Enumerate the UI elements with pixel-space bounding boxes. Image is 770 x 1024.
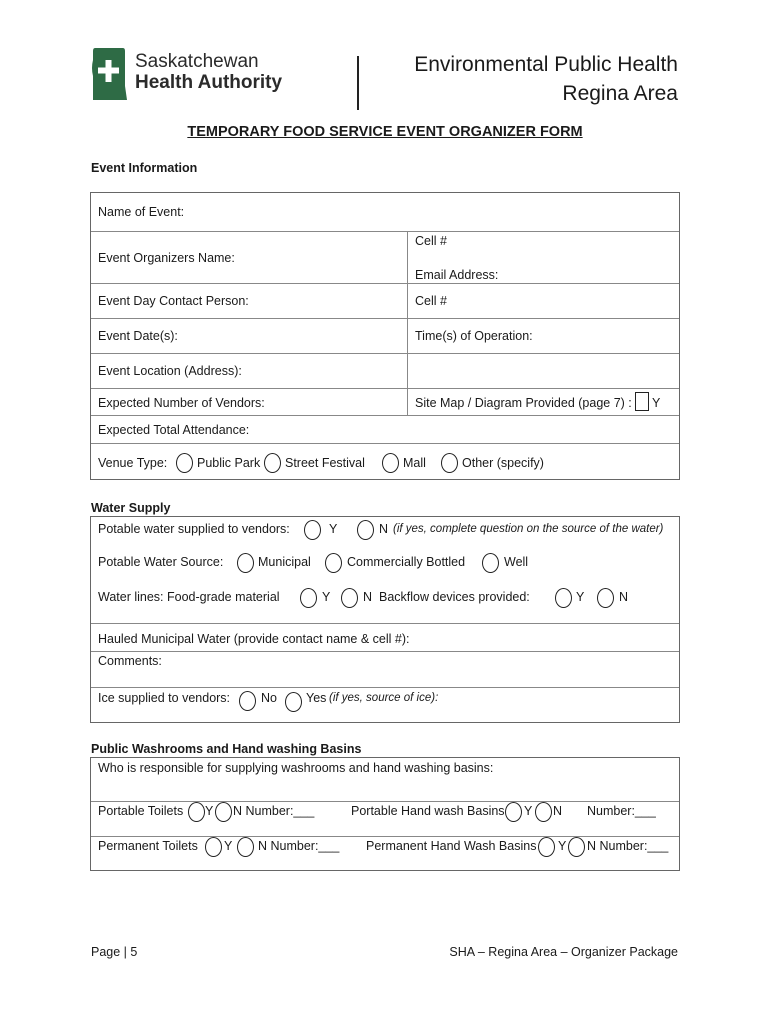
- portable-basins-number: Number:___: [587, 804, 656, 818]
- row-who-responsible[interactable]: [91, 758, 679, 801]
- portable-basins-y: Y: [524, 804, 533, 818]
- label-permanent-basins: Permanent Hand Wash Basins: [366, 839, 537, 853]
- venue-street-festival-radio[interactable]: [264, 453, 281, 473]
- lines-yes-radio[interactable]: [300, 588, 317, 608]
- label-who-responsible: Who is responsible for supplying washrooms and hand washing basins:: [98, 761, 494, 775]
- potable-yes-radio[interactable]: [304, 520, 321, 540]
- venue-other-label: Other (specify): [462, 456, 544, 470]
- potable-no-radio[interactable]: [357, 520, 374, 540]
- column-divider: [407, 231, 408, 388]
- water-supply-heading: Water Supply: [91, 501, 171, 515]
- label-contact-person: Event Day Contact Person:: [98, 294, 249, 308]
- row-dates[interactable]: [91, 318, 679, 354]
- source-bottled-radio[interactable]: [325, 553, 342, 573]
- portable-basins-n: N: [553, 804, 563, 818]
- source-bottled-label: Commercially Bottled: [347, 555, 466, 569]
- label-expected-vendors: Expected Number of Vendors:: [98, 396, 265, 410]
- footer-package: SHA – Regina Area – Organizer Package: [449, 945, 678, 959]
- sha-logo-icon: [91, 46, 127, 102]
- label-cell-1: Cell #: [415, 234, 447, 248]
- venue-mall-label: Mall: [403, 456, 426, 470]
- ice-no-label: No: [261, 691, 277, 705]
- portable-basins-no-radio[interactable]: [535, 802, 552, 822]
- backflow-yes-label: Y: [576, 590, 585, 604]
- header-divider: [357, 56, 359, 110]
- dept-line1: Environmental Public Health: [414, 53, 678, 76]
- permanent-basins-y: Y: [558, 839, 567, 853]
- label-event-dates: Event Date(s):: [98, 329, 178, 343]
- form-title: TEMPORARY FOOD SERVICE EVENT ORGANIZER FORM: [187, 124, 583, 140]
- row-hauled-water[interactable]: [91, 623, 679, 652]
- permanent-toilets-no-radio[interactable]: [237, 837, 254, 857]
- label-cell-2: Cell #: [415, 294, 447, 308]
- water-block: [91, 517, 679, 623]
- ice-yes-label: Yes: [306, 691, 327, 705]
- source-municipal-label: Municipal: [258, 555, 311, 569]
- label-hauled-water: Hauled Municipal Water (provide contact name & cell #):: [98, 632, 410, 646]
- water-supply-table: [90, 516, 680, 723]
- backflow-no-radio[interactable]: [597, 588, 614, 608]
- backflow-yes-radio[interactable]: [555, 588, 572, 608]
- label-portable-basins: Portable Hand wash Basins: [351, 804, 505, 818]
- label-comments: Comments:: [98, 654, 162, 668]
- permanent-basins-number: N Number:___: [587, 839, 669, 853]
- portable-toilets-y: Y: [205, 804, 214, 818]
- source-well-label: Well: [504, 555, 529, 569]
- permanent-toilets-number: N Number:___: [258, 839, 340, 853]
- portable-toilets-number: N Number:___: [233, 804, 315, 818]
- label-organizers-name: Event Organizers Name:: [98, 251, 235, 265]
- label-permanent-toilets: Permanent Toilets: [98, 839, 198, 853]
- label-potable-supplied: Potable water supplied to vendors:: [98, 522, 290, 536]
- row-comments[interactable]: [91, 651, 679, 688]
- row-portable: [91, 801, 679, 837]
- portable-basins-yes-radio[interactable]: [505, 802, 522, 822]
- portable-toilets-no-radio[interactable]: [215, 802, 232, 822]
- washrooms-table: [90, 757, 680, 871]
- permanent-basins-no-radio[interactable]: [568, 837, 585, 857]
- label-backflow: Backflow devices provided:: [379, 590, 530, 604]
- label-email: Email Address:: [415, 268, 499, 282]
- ice-no-radio[interactable]: [239, 691, 256, 711]
- ice-yes-radio[interactable]: [285, 692, 302, 712]
- event-info-table: [90, 192, 680, 480]
- source-municipal-radio[interactable]: [237, 553, 254, 573]
- event-info-heading: Event Information: [91, 161, 198, 175]
- portable-toilets-yes-radio[interactable]: [188, 802, 205, 822]
- label-venue-type: Venue Type:: [98, 456, 168, 470]
- lines-yes-label: Y: [322, 590, 331, 604]
- column-divider-vendors: [407, 388, 408, 415]
- label-event-location: Event Location (Address):: [98, 364, 242, 378]
- ice-note: (if yes, source of ice):: [329, 692, 439, 704]
- venue-other-radio[interactable]: [441, 453, 458, 473]
- potable-no-label: N: [379, 522, 389, 536]
- venue-street-festival-label: Street Festival: [285, 456, 365, 470]
- site-map-checkbox[interactable]: [635, 392, 649, 411]
- permanent-basins-yes-radio[interactable]: [538, 837, 555, 857]
- department-title: [414, 50, 678, 108]
- row-event-name[interactable]: [91, 193, 679, 231]
- backflow-no-label: N: [619, 590, 629, 604]
- row-permanent: [91, 836, 679, 873]
- row-contact-person[interactable]: [91, 283, 679, 319]
- row-attendance[interactable]: [91, 415, 679, 444]
- row-location[interactable]: [91, 353, 679, 389]
- row-organizer[interactable]: [91, 231, 679, 284]
- org-name-line2: Health Authority: [135, 72, 283, 93]
- permanent-toilets-yes-radio[interactable]: [205, 837, 222, 857]
- row-venue-type: [91, 443, 679, 482]
- row-ice: [91, 687, 679, 725]
- potable-note: (if yes, complete question on the source of the water): [393, 523, 664, 535]
- org-name-line1: Saskatchewan: [135, 51, 259, 72]
- label-site-map: Site Map / Diagram Provided (page 7) :: [415, 396, 632, 410]
- permanent-toilets-y: Y: [224, 839, 233, 853]
- source-well-radio[interactable]: [482, 553, 499, 573]
- label-ice-supplied: Ice supplied to vendors:: [98, 691, 231, 705]
- label-expected-attendance: Expected Total Attendance:: [98, 423, 250, 437]
- label-portable-toilets: Portable Toilets: [98, 804, 184, 818]
- washrooms-heading: Public Washrooms and Hand washing Basins: [91, 742, 362, 756]
- venue-public-park-label: Public Park: [197, 456, 261, 470]
- venue-mall-radio[interactable]: [382, 453, 399, 473]
- label-potable-source: Potable Water Source:: [98, 555, 224, 569]
- lines-no-radio[interactable]: [341, 588, 358, 608]
- label-times-operation: Time(s) of Operation:: [415, 329, 533, 343]
- site-map-y-label: Y: [652, 396, 661, 410]
- row-vendors[interactable]: [91, 388, 679, 416]
- label-water-lines: Water lines: Food-grade material: [98, 590, 280, 604]
- potable-yes-label: Y: [329, 522, 338, 536]
- venue-public-park-radio[interactable]: [176, 453, 193, 473]
- footer-page-number: Page | 5: [91, 945, 138, 959]
- label-name-of-event: Name of Event:: [98, 205, 185, 219]
- lines-no-label: N: [363, 590, 373, 604]
- dept-line2: Regina Area: [562, 82, 678, 105]
